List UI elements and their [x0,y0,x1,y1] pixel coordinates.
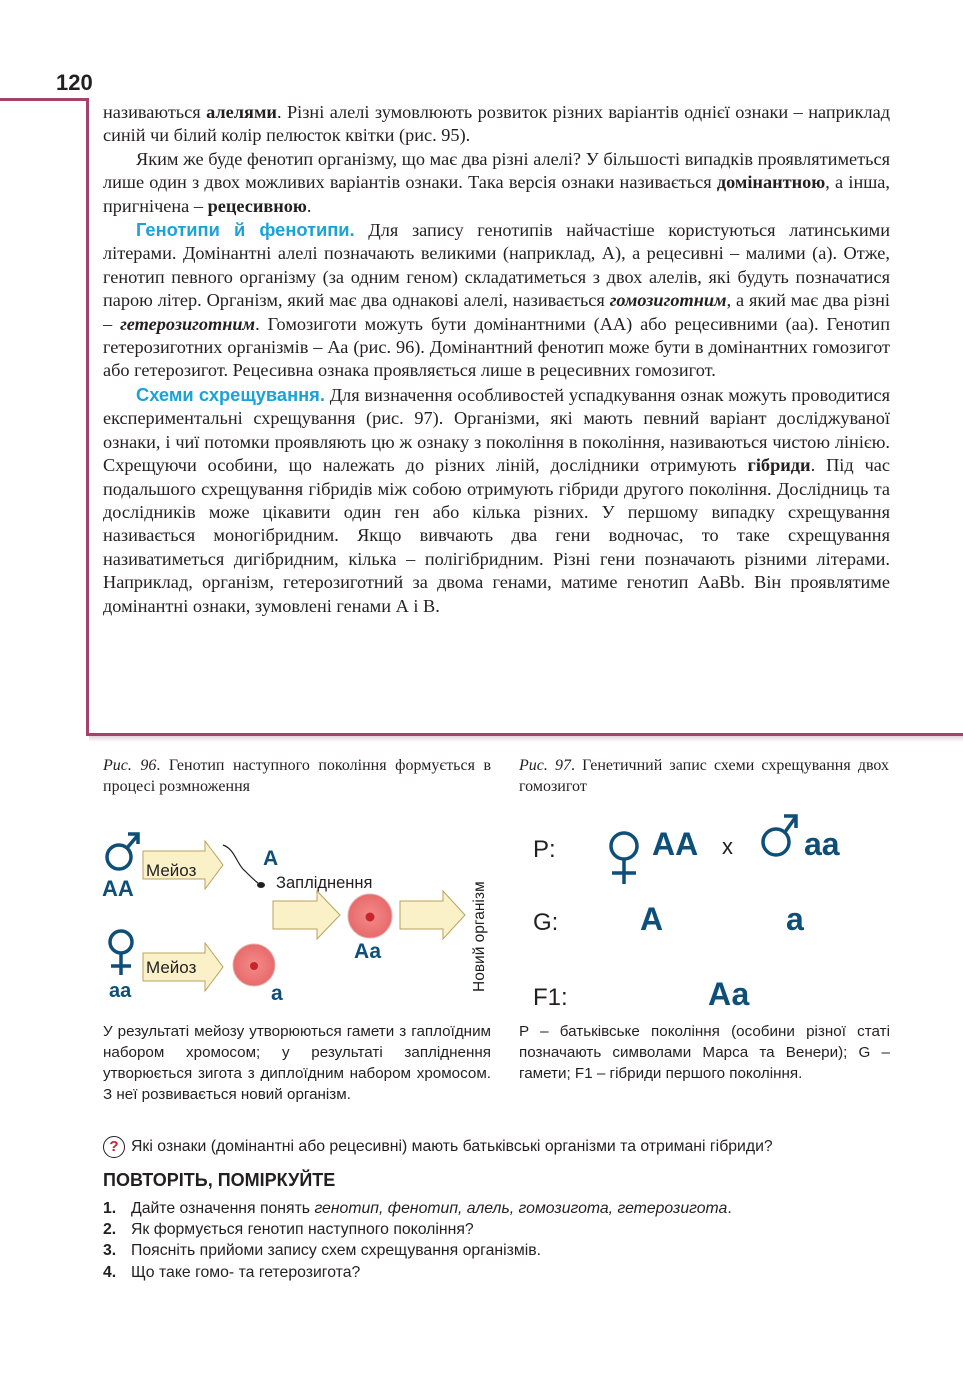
question [103,1136,903,1158]
item-text: Дайте означення понять [131,1200,315,1217]
fig96-caption [103,755,491,797]
term-alleles: алелями [206,102,277,122]
gamete-recessive: а [786,901,804,937]
section-heading-genotypes: Генотипи й фенотипи. [136,219,355,241]
fig96-label: Рис. 96 [103,757,157,774]
page-number: 120 [56,70,93,95]
meiosis-arrow-bottom [143,943,223,991]
item-text: Поясніть прийоми запису схем схрещування організмів. [131,1242,542,1260]
fig97-diagram [525,800,865,1020]
sperm-icon [223,845,265,888]
egg-allele: а [271,982,283,1005]
item-number: 3. [103,1242,117,1260]
review-title: ПОВТОРІТЬ, ПОМІРКУЙТЕ [103,1170,336,1190]
item-number: 2. [103,1221,117,1239]
review-list [103,1198,732,1283]
review-item-4 [103,1262,732,1283]
meiosis-label-bottom: Мейоз [146,958,197,977]
question-icon: ? [103,1136,125,1158]
zygote-cell-icon [348,894,392,938]
p-female-genotype: АА [652,826,699,862]
male-symbol-icon [107,834,138,869]
text: . [306,195,312,216]
section-heading-crossing: Схеми схрещування. [136,383,325,405]
item-text: Як формується генотип наступного покоління? [131,1221,474,1239]
item-number: 4. [103,1263,117,1281]
paragraph-1 [103,101,890,148]
term-dominant: домінантною [716,172,826,193]
item-end: . [727,1200,732,1217]
development-arrow [400,891,465,939]
paragraph-3 [103,218,890,383]
row-label-g: G: [533,909,559,936]
cross-symbol: x [722,834,733,859]
fig97-label: Рис. 97 [519,757,572,774]
row-label-p: P: [533,836,556,863]
term-recessive: рецесивною [207,195,307,216]
text: . Гомозиготи можуть бути домінантними (АА) або рецесивними (аа). Генотип гетерозиготних організмів – Аа (рис. 96). Домінантний фенотип може бути в домінантних гомозигот або гетерозигот. Рецесивна ознака проявляється лише в рецесивних гомозигот. [103,313,890,381]
fig97-caption-text: . Генетичний запис схеми схрещування двох гомозигот [519,757,890,795]
text: , а інша, пригнічена – [103,172,890,216]
fertilization-arrow [273,891,340,939]
main-text [103,101,890,618]
bottom-shadow [89,736,963,742]
top-rule [0,98,88,101]
term-heterozygous: гетерозиготним [120,313,256,334]
text: Для запису генотипів найчастіше користуються латинськими літерами. Домінантні алелі позначають великими (наприклад, А), а рецесивні – малими (а). Отже, генотип певного організму (за одним геном) складатиметься з двох алелів, які будуть позначатися парою літер. Організм, який має два однакові алелі, називається [103,220,890,311]
term-hybrids: гібриди [747,455,811,476]
review-item-3 [103,1240,732,1261]
text: , а який має два різні – [103,290,890,334]
side-rule [86,98,89,735]
term-homozygous: гомозиготним [609,290,727,311]
review-item-1 [103,1198,732,1219]
zygote-genotype: Аа [354,940,382,963]
fig97-description: P – батьківське покоління (особини різної статі позначають символами Марса та Венери); G – гамети; F1 – гібриди першого покоління. [519,1023,890,1082]
fertilization-label: Запліднення [276,874,373,892]
sperm-allele: А [263,847,279,870]
item-terms: генотип, фенотип, алель, гомозигота, гетерозигота [314,1200,728,1217]
meiosis-arrow-top [143,841,223,889]
paragraph-2 [103,148,890,218]
paragraph-4 [103,383,890,618]
female-symbol-icon [611,833,637,884]
p-male-genotype: аа [804,826,840,862]
new-organism-label: Новий організм [471,881,488,992]
gamete-dominant: А [640,901,664,937]
female-genotype: аа [109,980,132,1002]
female-symbol-icon [110,931,132,975]
text: . Різні алелі зумовлюють розвиток різних варіантів однієї ознаки – наприклад синій чи білий колір пелюсток квітки (рис. 95). [103,102,891,146]
text: називаються [103,102,207,122]
item-number: 1. [103,1200,117,1217]
item-text: Що таке гомо- та гетерозигота? [131,1263,361,1281]
fig96-diagram [95,815,505,1015]
review-item-2 [103,1219,732,1240]
male-genotype: АА [102,876,134,901]
f1-genotype: Аа [708,976,750,1012]
text: Яким же буде фенотип організму, що має два різні алелі? У більшості випадків проявлятиметься лише один з двох можливих варіантів ознаки. Така версія ознаки називається [103,148,890,193]
fig96-description: У результаті мейозу утворюються гамети з гаплоїдним набором хромосом; у результаті запліднення утворюється зигота з диплоїдним набором хромосом. З неї розвивається новий організм. [103,1023,491,1103]
meiosis-label-top: Мейоз [146,861,197,880]
text: Для визначення особливостей успадкування ознак можуть проводитися експериментальні схрещування (рис. 97). Організми, які мають певний варіант досліджуваної ознаки, і чиї потомки проявляють цю ж ознаку з покоління в покоління, називаються чистою лінією. Схрещуючи особини, що належать до різних ліній, дослідники отримують [103,384,890,476]
egg-cell-icon [233,944,275,986]
fig96-caption-text: . Генотип наступного покоління формується в процесі розмноження [103,757,492,795]
question-text: Які ознаки (домінантні або рецесивні) мають батьківські організми та отримані гібриди? [131,1138,773,1155]
row-label-f1: F1: [533,984,568,1011]
fig97-caption [519,755,889,797]
text: . Під час подальшого схрещування гібридів між собою отримують гібриди другого покоління. Дослідниць та дослідників може цікавити один ген або кілька різних. У першому випадку схрещування називається моногібридним. Якщо вивчають два гени водночас, то таке схрещування називатиметься дигібридним, кілька – полігібридним. Різні гени позначають різними літерами. Наприклад, організм, гетерозиготний за двома генами, матиме генотип AaBb. Він проявлятиме домінантні ознаки, зумовлені генами А і В. [103,455,890,616]
male-symbol-icon [763,816,796,855]
